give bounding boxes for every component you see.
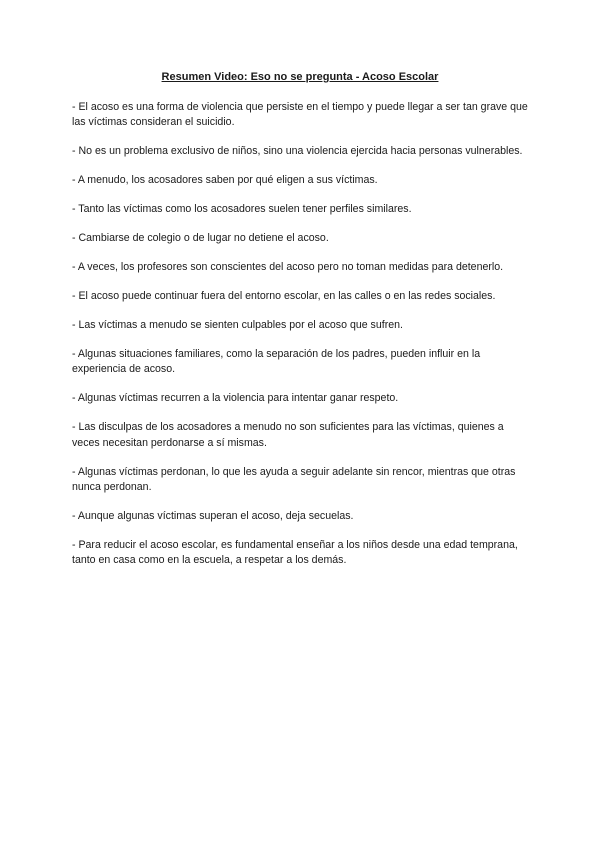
summary-item: - El acoso es una forma de violencia que persiste en el tiempo y puede llegar a ser tan grave que las víctimas consideran el suicidio. — [72, 101, 528, 129]
document-title: Resumen Video: Eso no se pregunta - Acoso Escolar — [161, 71, 439, 83]
summary-item: - Algunas víctimas recurren a la violencia para intentar ganar respeto. — [72, 392, 399, 405]
summary-item: - Aunque algunas víctimas superan el acoso, deja secuelas. — [72, 509, 354, 522]
summary-item: - Algunas víctimas perdonan, lo que les ayuda a seguir adelante sin rencor, mientras que otras nunca perdonan. — [72, 465, 516, 493]
summary-item: - A menudo, los acosadores saben por qué eligen a sus víctimas. — [72, 174, 378, 187]
summary-item: - Las víctimas a menudo se sienten culpables por el acoso que sufren. — [72, 319, 403, 332]
summary-item: - No es un problema exclusivo de niños, sino una violencia ejercida hacia personas vulnerables. — [72, 145, 523, 158]
summary-list — [72, 100, 532, 582]
summary-item: - Las disculpas de los acosadores a menudo no son suficientes para las víctimas, quienes a veces necesitan perdonarse a sí mismas. — [72, 421, 504, 449]
summary-item: - El acoso puede continuar fuera del entorno escolar, en las calles o en las redes sociales. — [72, 290, 496, 303]
summary-item: - Para reducir el acoso escolar, es fundamental enseñar a los niños desde una edad temprana, tanto en casa como en la escuela, a respetar a los demás. — [72, 538, 518, 567]
summary-item: - A veces, los profesores son conscientes del acoso pero no toman medidas para detenerlo. — [72, 261, 504, 274]
summary-item: - Algunas situaciones familiares, como la separación de los padres, pueden influir en la experiencia de acoso. — [72, 348, 481, 376]
summary-item: - Tanto las víctimas como los acosadores suelen tener perfiles similares. — [72, 203, 412, 216]
summary-item: - Cambiarse de colegio o de lugar no detiene el acoso. — [72, 232, 329, 245]
